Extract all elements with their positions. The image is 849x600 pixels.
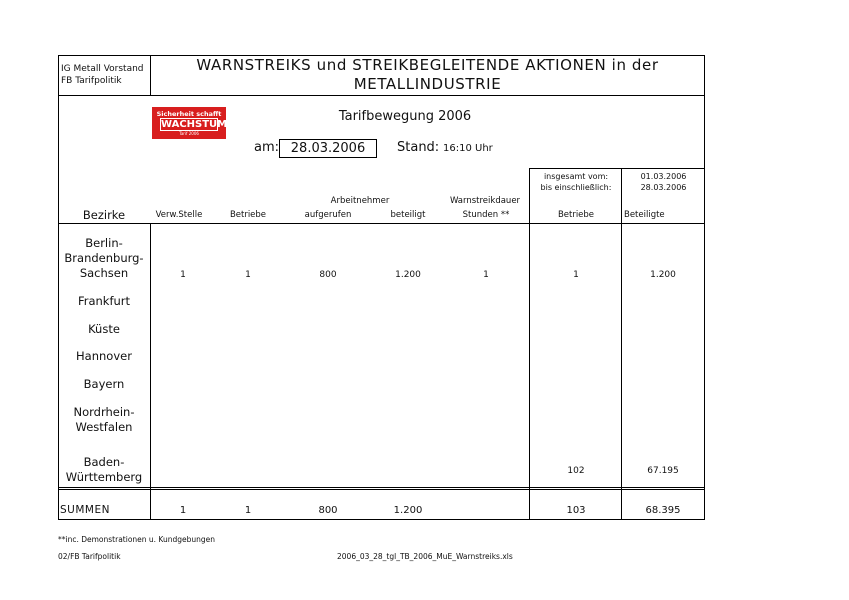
cell-berlin-total-betriebe: 1 (573, 270, 579, 280)
period-from-label: insgesamt vom: (543, 172, 609, 181)
subtitle: Tarifbewegung 2006 (338, 109, 472, 124)
total-divider-mid (621, 168, 622, 520)
period-to-date: 28.03.2006 (640, 183, 687, 192)
row-label-nrw: Nordrhein- Westfalen (73, 405, 135, 434)
cell-berlin-aufgerufen: 800 (319, 270, 337, 280)
right-border (704, 96, 705, 520)
cell-berlin-betriebe: 1 (245, 270, 251, 280)
summen-beteiligt: 1.200 (393, 505, 423, 516)
period-to-label: bis einschließlich: (540, 183, 612, 192)
row-label-kueste: Küste (88, 322, 120, 336)
row-label-berlin: Berlin- Brandenburg- Sachsen (64, 236, 144, 280)
cell-berlin-total-beteiligte: 1.200 (650, 270, 676, 280)
col-total-betriebe: Betriebe (557, 210, 595, 220)
row-label-bw: Baden- Württemberg (65, 455, 143, 484)
org-name (61, 63, 151, 87)
footer-left: 02/FB Tarifpolitik (58, 552, 121, 561)
stand-time: 16:10 Uhr (443, 143, 493, 154)
col-verw-stelle: Verw.Stelle (155, 210, 203, 220)
bottom-border (58, 519, 705, 520)
row-label-hannover: Hannover (76, 349, 132, 363)
cell-bw-total-betriebe: 102 (567, 466, 585, 476)
summen-total-beteiligte: 68.395 (645, 505, 681, 516)
cell-berlin-beteiligt: 1.200 (395, 270, 421, 280)
cell-bw-total-beteiligte: 67.195 (647, 466, 679, 476)
row-label-bayern: Bayern (83, 377, 125, 391)
am-label: am: (254, 140, 280, 155)
org-line2: FB Tarifpolitik (61, 76, 122, 86)
col-arbeitnehmer: Arbeitnehmer (330, 196, 390, 206)
page-title (150, 56, 705, 94)
summen-total-betriebe: 103 (566, 505, 586, 516)
summen-separator (58, 487, 705, 490)
footnote: **inc. Demonstrationen u. Kundgebungen (58, 535, 216, 544)
total-divider-left (529, 168, 530, 520)
col-betriebe: Betriebe (229, 210, 267, 220)
summen-verw: 1 (179, 505, 187, 516)
col-beteiligt: beteiligt (390, 210, 426, 220)
cell-berlin-verw: 1 (180, 270, 186, 280)
period-from-date: 01.03.2006 (640, 172, 687, 181)
org-line1: IG Metall Vorstand (61, 64, 144, 74)
stand-label: Stand: (397, 140, 440, 155)
col-warnstreikdauer: Warnstreikdauer (449, 196, 521, 206)
period-top-line (530, 168, 705, 169)
date-field: 28.03.2006 (279, 139, 377, 158)
row-label-frankfurt: Frankfurt (77, 294, 131, 308)
col-stunden: Stunden ** (462, 210, 510, 220)
title-line1: WARNSTREIKS und STREIKBEGLEITENDE AKTIONEN in der (196, 56, 659, 74)
cell-berlin-stunden: 1 (483, 270, 489, 280)
col-aufgerufen: aufgerufen (304, 210, 352, 220)
header-bottom-line (58, 223, 705, 224)
title-line2: METALLINDUSTRIE (353, 75, 502, 93)
col-bezirke: Bezirke (82, 208, 126, 222)
verw-divider (150, 224, 151, 520)
summen-label: SUMMEN (60, 504, 110, 516)
footer-file: 2006_03_28_tgl_TB_2006_MuE_Warnstreiks.xls (337, 552, 513, 561)
campaign-logo: Sicherheit schafft WACHSTUM! Tarif 2006 (152, 107, 226, 139)
summen-aufgerufen: 800 (318, 505, 338, 516)
summen-betriebe: 1 (244, 505, 252, 516)
col-total-beteiligte: Beteiligte (624, 210, 665, 220)
